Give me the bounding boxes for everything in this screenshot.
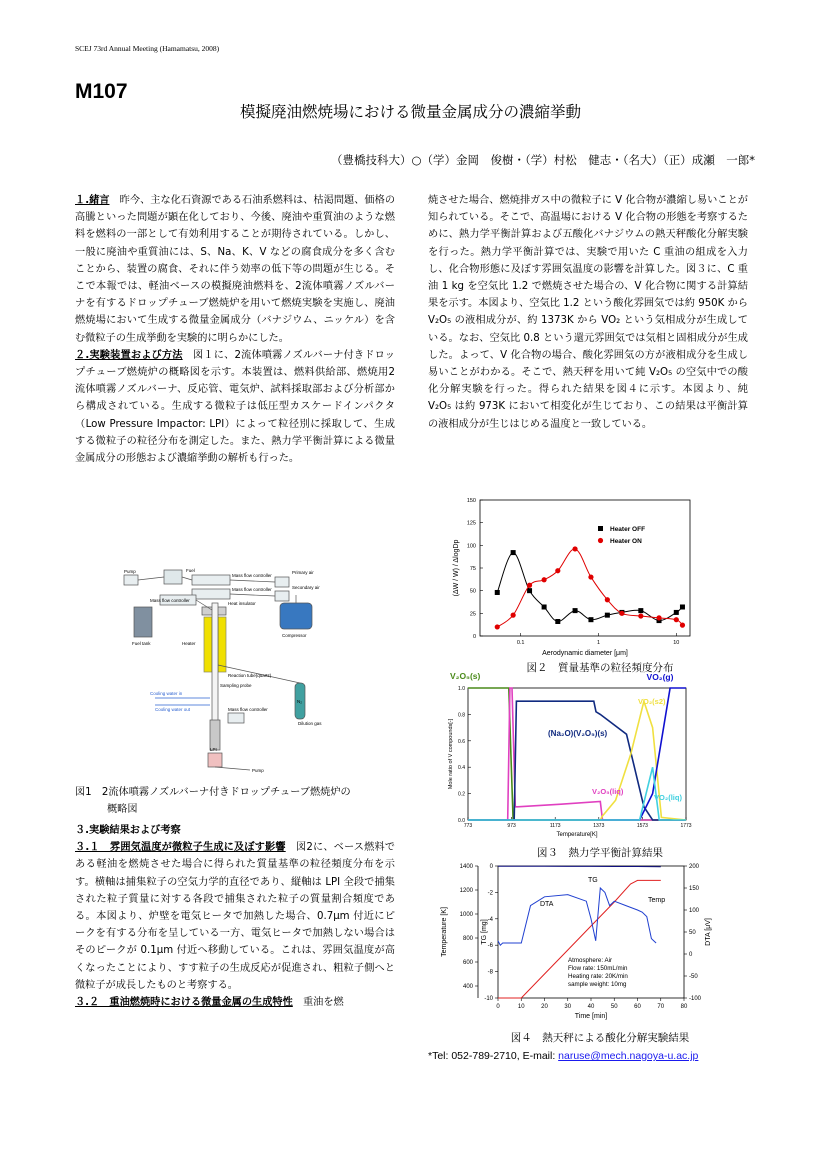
fig3-xtick-label: 973 [507, 823, 516, 829]
fig4-temp-tick-label: 1200 [459, 888, 473, 894]
section-2-text: 図１に、2流体噴霧ノズルバーナ付きドロップチューブ燃焼炉の概略図を示す。本装置は、燃料供給部、燃焼用2流体噴霧ノズルバーナ、反応管、電気炉、試料採取部および分析部から構成されている。生成する微粒子は低圧型カスケードインパクタ（Low Pressure Impactor: LPI）によって粒径別に採取して、生成する微粒子の粒径分布を測定した。また、熱力学平衡計算による微量金属成分の形態および濃縮挙動の解析も行った。 [75, 349, 395, 465]
fig2-data-point [638, 608, 643, 613]
label-lpi: LPI [210, 747, 217, 752]
figure-1-caption-line-2: 概略図 [107, 804, 138, 815]
fig2-x-axis-label: Aerodynamic diameter [μm] [542, 650, 628, 657]
label-compressor: Compressor [282, 633, 307, 638]
figure-3-chart [440, 668, 720, 844]
fig3-ytick-label: 0.0 [458, 818, 465, 824]
paper-id: M107 [75, 80, 128, 103]
fig2-data-point [674, 610, 679, 615]
fig4-dta-tick-label: 200 [689, 864, 700, 870]
label-fuel: Fuel [186, 568, 195, 573]
fig2-data-point [674, 617, 679, 622]
fig3-xtick-label: 773 [463, 823, 473, 829]
section-3-1 [75, 839, 395, 994]
fig3-ytick-label: 1.0 [458, 686, 465, 692]
contact-info [428, 1050, 698, 1062]
fig2-ytick-label: 75 [469, 566, 476, 572]
fig3-ytick-label: 0.2 [458, 791, 465, 798]
fig2-data-point [511, 613, 516, 618]
fig4-temp-tick-label: 800 [462, 936, 473, 942]
fig4-annotation: Atmosphere: Air [568, 957, 613, 964]
fig4-annotation: Flow rate: 150mL/min [568, 965, 628, 972]
left-column [75, 192, 395, 467]
fig4-xtick-label: 40 [587, 1004, 595, 1010]
fig3-series-label: (Na₂O)(V₂O₅)(s) [548, 729, 608, 738]
fig4-dta-line [498, 888, 656, 945]
fig4-dta-tick-label: 100 [689, 908, 700, 914]
fig2-data-point [572, 546, 577, 551]
fig2-xtick-label: 1 [596, 640, 601, 646]
fig2-ytick-label: 25 [469, 611, 476, 618]
label-secondary-air: Secondary air [292, 585, 320, 590]
section-3-2-text: 重油を燃 [292, 997, 344, 1009]
label-fuel-tank: Fuel tank [132, 641, 151, 646]
fig2-legend-label: Heater ON [610, 538, 642, 545]
fig2-data-point [588, 617, 593, 622]
fig3-ytick-label: 0.8 [458, 712, 465, 719]
fig4-dta-tick-label: 150 [689, 886, 700, 892]
fig4-temp-axis-label: Temperature [K] [441, 907, 448, 957]
fig3-xtick-label: 1773 [680, 823, 692, 829]
figure-4-chart [436, 858, 726, 1028]
section-2 [75, 347, 395, 467]
section-1-heading: １.緒言 [75, 195, 110, 206]
fig4-temp-series-label: Temp [648, 897, 666, 904]
fig2-data-point [527, 588, 532, 593]
fig4-xtick-label: 0 [496, 1004, 500, 1010]
contact-prefix: *Tel: 052-789-2710, E-mail: [428, 1050, 559, 1062]
fig2-data-point [605, 613, 610, 618]
email-link[interactable]: naruse@mech.nagoya-u.ac.jp [558, 1050, 699, 1062]
fig2-data-point [511, 550, 516, 555]
fig2-ytick-label: 50 [469, 588, 476, 595]
fig3-series-label: VO₂(s2) [638, 697, 666, 706]
fig3-series-label: V₂O₅(s) [450, 671, 481, 681]
fig4-xtick-label: 30 [564, 1004, 572, 1010]
fig4-annotation: sample weight: 10mg [568, 981, 627, 988]
fig4-temp-tick-label: 600 [462, 960, 473, 966]
fig3-series-label: VO₂(liq) [654, 793, 682, 802]
figure-1-caption-line-1: 図1 2流体噴霧ノズルバーナ付きドロップチューブ燃焼炉の [75, 787, 351, 798]
fig3-x-axis-label: Temperature[K] [556, 832, 598, 838]
fig4-tg-tick-label: -8 [487, 969, 493, 976]
fig4-tg-tick-label: -6 [487, 943, 493, 950]
author-line: （豊橋技科大）○（学）金岡 俊樹・（学）村松 健志・（名大）（正）成瀬 一郎* [330, 153, 755, 167]
fig2-series-line [497, 549, 682, 627]
fig4-temp-tick-label: 1000 [459, 912, 473, 918]
fig2-data-point [495, 624, 500, 629]
fig4-xtick-label: 50 [610, 1004, 618, 1010]
fig2-data-point [555, 619, 560, 624]
label-sampling-probe: Sampling probe [220, 683, 252, 688]
fig2-data-point [527, 583, 532, 588]
fig4-xtick-label: 80 [680, 1004, 688, 1010]
fig2-series-line [497, 553, 682, 622]
fig2-ytick-label: 150 [466, 498, 476, 504]
section-3-heading: ３.実験結果および考察 [75, 825, 181, 836]
label-mfc-4: Mass flow controller [228, 707, 268, 712]
fig4-dta-tick-label: -50 [689, 974, 698, 980]
figure-4-caption: 図４ 熱天秤による酸化分解実験結果 [510, 1032, 690, 1044]
fig4-xtick-label: 20 [541, 1004, 548, 1010]
label-mfc-1: Mass flow controller [232, 573, 272, 578]
fig3-ytick-label: 0.6 [458, 738, 465, 745]
left-column-lower [75, 822, 395, 1011]
fig2-ytick-label: 125 [466, 520, 476, 527]
fig4-temp-tick-label: 1400 [459, 864, 473, 870]
fig4-tg-tick-label: -2 [487, 890, 493, 897]
section-3-2 [75, 994, 395, 1011]
label-n2: N₂ [297, 699, 302, 704]
right-column [428, 192, 748, 433]
fig2-data-point [555, 568, 560, 573]
fig3-ytick-label: 0.4 [458, 765, 465, 772]
fig4-xtick-label: 60 [634, 1004, 641, 1010]
section-3-1-text: 図2に、ベース燃料である軽油を燃焼させた場合に得られた質量基準の粒径頻度分布を示す。横軸は捕集粒子の空気力学的直径であり、縦軸は LPI 全段で捕集された粒子質量に対する各段で捕集された粒子の質量割合頻度である。本図より、炉壁を電気ヒータで加熱した場合、0.7μm 付近にピークを有する分布を呈している一方、電気ヒータで加熱しない場合はそのピークが 0.1μm 付近へ移動している。これは、雰囲気温度が高くなったことにより、すす粒子の生成反応が促進され、粗粒子側へと微粒子が成長したものと考察する。 [75, 842, 395, 991]
fig4-tg-tick-label: 0 [489, 864, 493, 870]
fig2-data-point [495, 590, 500, 595]
section-2-heading: ２.実験装置および方法 [75, 349, 183, 361]
fig3-y-axis-label: Mole ratio of V compounds[-] [448, 718, 454, 790]
label-cooling-in: Cooling water in [150, 691, 183, 696]
fig4-dta-tick-label: 0 [689, 952, 693, 958]
fig2-legend-label: Heater OFF [610, 526, 646, 533]
figure-1-schematic [120, 565, 370, 777]
section-1 [75, 192, 395, 347]
fig2-data-point [656, 615, 661, 620]
label-mfc-2: Mass flow controller [232, 587, 272, 592]
label-reaction-tube: Reaction tube(quartz) [228, 673, 272, 678]
fig2-legend-marker [598, 538, 603, 543]
fig3-series-label: VO₂(g) [646, 672, 674, 682]
fig4-x-axis-label: Time [min] [574, 1013, 608, 1020]
fig4-xtick-label: 70 [657, 1004, 665, 1010]
figure-2-chart [440, 492, 700, 660]
fig4-tg-series-label: TG [588, 877, 598, 884]
fig2-data-point [619, 611, 624, 616]
label-heat-insulator: Heat insulator [228, 601, 256, 606]
section-3-1-heading: ３.１ 雰囲気温度が微粒子生成に及ぼす影響 [75, 842, 286, 854]
fig2-data-point [542, 577, 547, 582]
right-column-text: 焼させた場合、燃焼排ガス中の微粒子に V 化合物が濃縮し易いことが知られている。そこで、高温場における V 化合物の形態を考察するために、熱力学平衡計算および五酸化バナジウムの熱天秤酸化分解実験を行った。熱力学平衡計算では、実験で用いた C 重油の組成を入力し、化合物形態に及ぼす雰囲気温度の影響を計算した。図３に、C 重油 1 kg を空気比 1.2 で燃焼させた場合の、V 化合物に関する計算結果を示す。本図より、空気比 1.2 という酸化雰囲気では約 950K から V₂O₅ の液相成分が、約 1373K から VO₂ という気相成分が生成している。なお、空気比 0.8 という還元雰囲気では気相と固相成分が生成した。よって、V 化合物の場合、酸化雰囲気の方が液相成分を生成し易いことがわかる。そこで、熱天秤を用いて純 V₂O₅ の空気中での酸化分解実験を行った。得られた結果を図４に示す。本図より、純 V₂O₅ は約 973K において相変化が生じており、この結果は平衡計算の液相成分が生じはじめる温度と一致している。 [428, 195, 748, 430]
fig4-dta-series-label: DTA [540, 901, 554, 908]
fig2-data-point [605, 597, 610, 602]
fig3-xtick-label: 1573 [636, 823, 648, 829]
fig4-dta-tick-label: -100 [689, 996, 702, 1002]
fig4-annotation: Heating rate: 20K/min [568, 973, 628, 980]
fig3-series-line [468, 701, 686, 820]
fig2-xtick-label: 0.1 [516, 640, 525, 646]
fig4-tg-axis-label: TG [mg] [481, 919, 488, 945]
label-pump-2: Pump [252, 768, 264, 773]
label-mfc-3: Mass flow controller [150, 598, 190, 603]
fig2-data-point [680, 604, 685, 609]
fig4-tg-tick-label: -4 [487, 916, 493, 923]
fig2-data-point [573, 608, 578, 613]
fig3-series-line [468, 701, 686, 820]
fig3-xtick-label: 1173 [549, 823, 561, 829]
fig3-series-label: V₂O₅(liq) [592, 787, 624, 796]
label-pump: Pump [124, 569, 136, 574]
paper-title: 模擬廃油燃焼場における微量金属成分の濃縮挙動 [240, 103, 582, 121]
fig2-data-point [638, 613, 643, 618]
running-header: SCEJ 73rd Annual Meeting (Hamamatsu, 2008) [75, 44, 220, 53]
fig4-dta-tick-label: 50 [689, 930, 696, 936]
fig2-xtick-label: 10 [673, 640, 680, 646]
label-dilution-gas: Dilution gas [298, 721, 322, 726]
section-1-text: 昨今、主な化石資源である石油系燃料は、枯渇問題、価格の高騰といった問題が顕在化しており、今後、廃油や重質油のような燃料を燃料の一部として有効利用することが期待されている。しかし、一般に廃油や重質油には、S、Na、K、V などの腐食成分を多く含むことから、装置の腐食、それに伴う効率の低下等の問題が生じる。そこで本報では、軽油ベースの模擬廃油燃料を、2流体噴霧ノズルバーナを有するドロップチューブ燃焼炉を用いて燃焼実験を実施し、廃油燃焼場において生成する微量金属成分（バナジウム、ニッケル）を含む微粒子の生成挙動を実験的に明らかにした。 [75, 195, 396, 344]
fig2-legend-marker [598, 526, 603, 531]
figure-3-caption: 図３ 熱力学平衡計算結果 [537, 847, 663, 859]
fig2-data-point [542, 604, 547, 609]
label-primary-air: Primary air [292, 570, 314, 575]
fig2-ytick-label: 100 [466, 543, 476, 550]
label-cooling-out: Cooling water out [155, 707, 191, 712]
fig2-data-point [680, 623, 685, 628]
fig4-temp-tick-label: 400 [462, 984, 473, 990]
label-heater: Heater [182, 641, 196, 646]
fig4-tg-tick-label: -10 [484, 996, 493, 1002]
fig2-y-axis-label: (ΔW / W) / ΔlogDp [453, 539, 460, 597]
fig4-dta-axis-label: DTA [μV] [705, 918, 712, 946]
fig2-data-point [588, 574, 593, 579]
section-3-2-heading: ３.２ 重油燃焼時における微量金属の生成特性 [75, 997, 293, 1009]
figure-1-caption [75, 784, 395, 818]
fig2-ytick-label: 0 [472, 634, 476, 640]
figure-2-caption: 図２ 質量基準の粒径頻度分布 [526, 662, 674, 674]
fig4-xtick-label: 10 [517, 1004, 525, 1010]
fig3-xtick-label: 1373 [593, 823, 605, 829]
